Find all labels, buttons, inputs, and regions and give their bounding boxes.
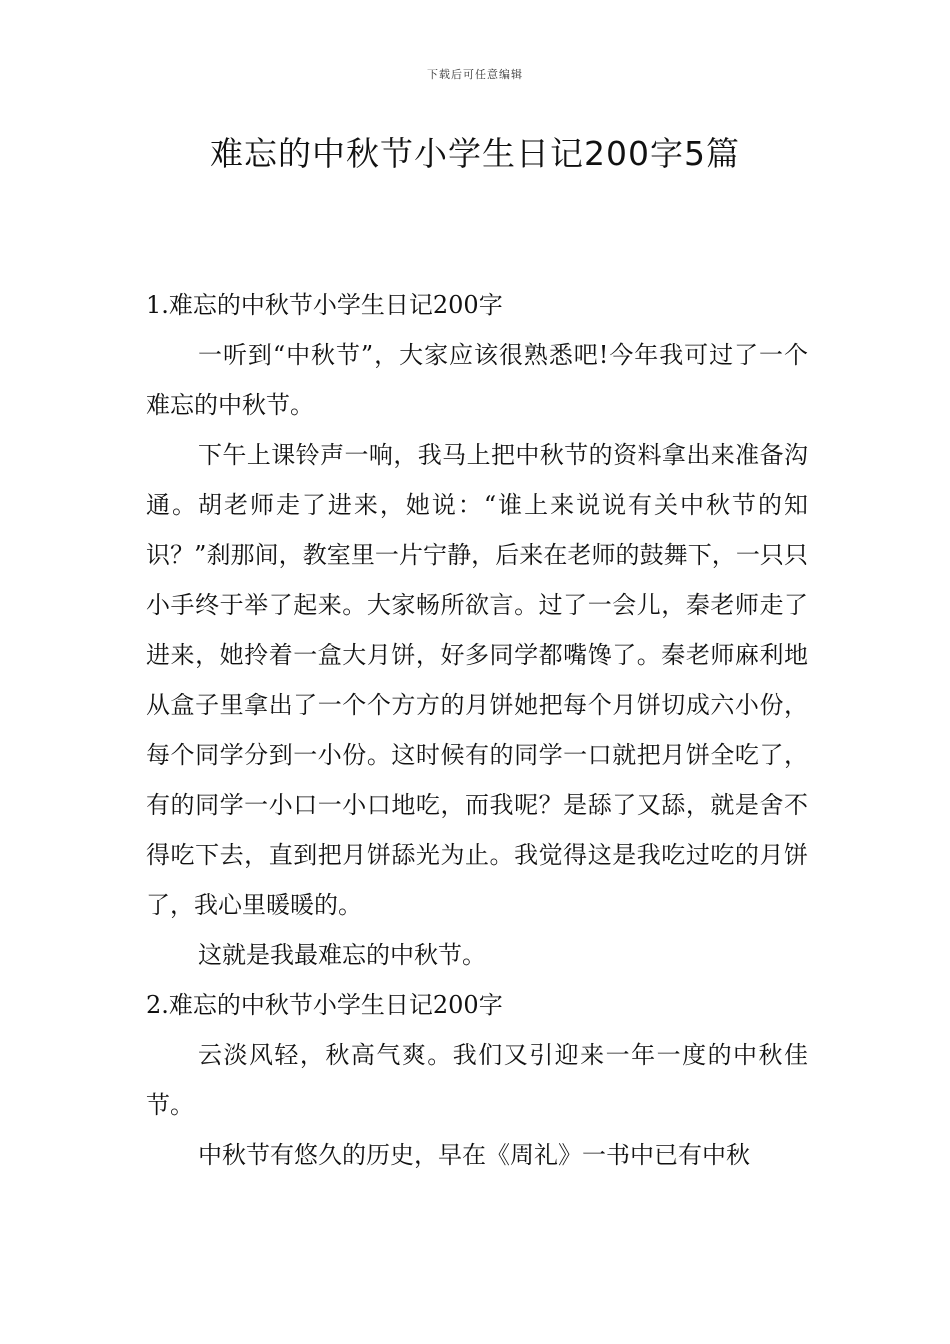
paragraph: 这就是我最难忘的中秋节。 xyxy=(198,941,486,969)
paragraph: 云淡风轻，秋高气爽。我们又引迎来一年一度的中秋佳节。 xyxy=(146,1041,808,1119)
paragraph: 一听到“中秋节”，大家应该很熟悉吧!今年我可过了一个难忘的中秋节。 xyxy=(146,341,808,419)
paragraph: 下午上课铃声一响，我马上把中秋节的资料拿出来准备沟通。胡老师走了进来，她说：“谁上来说说有关中秋节的知识？”刹那间，教室里一片宁静，后来在老师的鼓舞下，一只只小手终于举了起来。大家畅所欲言。过了一会儿，秦老师走了进来，她拎着一盒大月饼，好多同学都嘴馋了。秦老师麻利地从盒子里拿出了一个个方方的月饼她把每个月饼切成六小份，每个同学分到一小份。这时候有的同学一口就把月饼全吃了，有的同学一小口一小口地吃，而我呢？是舔了又舔，就是舍不得吃下去，直到把月饼舔光为止。我觉得这是我吃过吃的月饼了，我心里暖暖的。 xyxy=(146,441,808,919)
document-body xyxy=(146,280,808,1180)
document-title: 难忘的中秋节小学生日记200字5篇 xyxy=(210,134,740,173)
header-note: 下载后可任意编辑 xyxy=(427,68,523,81)
paragraph: 中秋节有悠久的历史，早在《周礼》一书中已有中秋 xyxy=(198,1141,750,1169)
section-heading: 2.难忘的中秋节小学生日记200字 xyxy=(146,991,503,1019)
section-heading: 1.难忘的中秋节小学生日记200字 xyxy=(146,291,503,319)
